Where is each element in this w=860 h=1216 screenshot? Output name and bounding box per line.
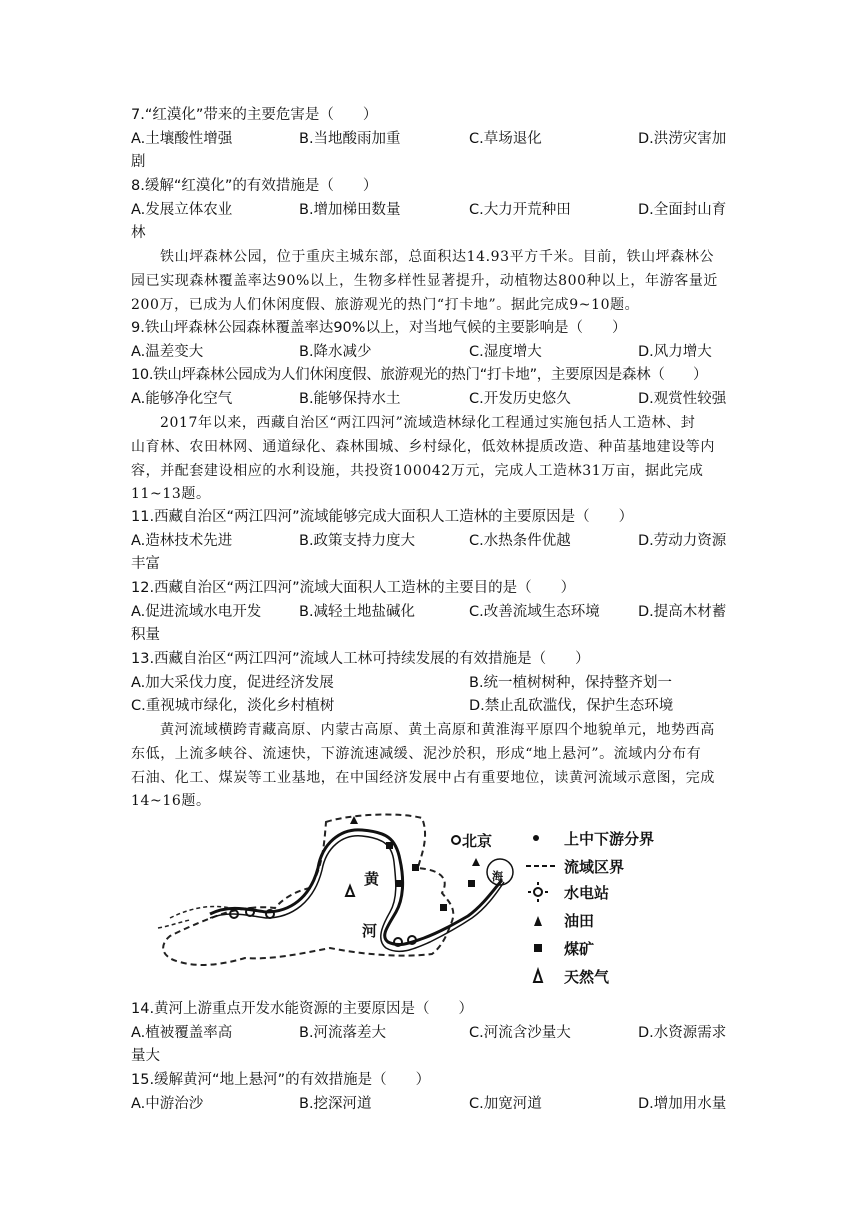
legend-label: 煤矿 [564, 940, 595, 958]
question-10-options [131, 390, 731, 410]
option-d: D.劳动力资源 [638, 533, 727, 549]
hydropower-icon [528, 882, 548, 902]
option-c: C.大力开荒种田 [469, 202, 571, 218]
option-a: A.植被覆盖率高 [131, 1025, 233, 1041]
legend-label: 上中下游分界 [564, 830, 655, 848]
option-b: B.政策支持力度大 [299, 533, 416, 549]
option-a: A.中游治沙 [131, 1096, 204, 1112]
question-15-options [131, 1095, 731, 1115]
coal-mine-icon [534, 944, 542, 952]
passage-3-line-3: 石油、化工、煤炭等工业基地，在中国经济发展中占有重要地位，读黄河流域示意图，完成 [131, 770, 715, 786]
question-8-stem: 8.缓解“红漠化”的有效措施是（ ） [131, 178, 378, 194]
option-d-continuation: 剧 [131, 154, 146, 170]
passage-2-line-2: 山育林、农田林网、通道绿化、森林围城、乡村绿化，低效林提质改造、种苗基地建设等内 [131, 439, 715, 455]
beijing-marker [452, 836, 460, 844]
option-d-continuation: 林 [131, 225, 146, 241]
passage-3-line-2: 东低，上流多峡谷、流速快，下游流速减缓、泥沙於积，形成“地上悬河”。流域内分布有 [131, 746, 702, 762]
option-b: B.能够保持水土 [299, 391, 401, 407]
option-d: D.观赏性较强 [638, 391, 727, 407]
option-d: D.提高木材蓄 [638, 604, 727, 620]
legend-label: 流域区界 [564, 858, 625, 876]
option-d: D.洪涝灾害加 [638, 131, 727, 147]
option-a: A.加大采伐力度，促进经济发展 [131, 675, 334, 691]
question-14-stem: 14.黄河上游重点开发水能资源的主要原因是（ ） [131, 1001, 474, 1017]
option-d: D.风力增大 [638, 344, 712, 360]
option-c: C.开发历史悠久 [469, 391, 571, 407]
option-d: D.增加用水量 [638, 1096, 727, 1112]
question-9-stem: 9.铁山坪森林公园森林覆盖率达90%以上，对当地气候的主要影响是（ ） [131, 320, 627, 336]
option-d: D.全面封山育 [638, 202, 727, 218]
option-a: A.土壤酸性增强 [131, 131, 233, 147]
legend-label: 油田 [564, 912, 595, 930]
question-7-stem: 7.“红漠化”带来的主要危害是（ ） [131, 107, 378, 123]
yellow-river-basin-map [150, 808, 720, 998]
question-12-stem: 12.西藏自治区“两江四河”流域大面积人工造林的主要目的是（ ） [131, 580, 576, 596]
question-11-options [131, 532, 731, 552]
option-a: A.促进流域水电开发 [131, 604, 262, 620]
question-13-options-row-2 [131, 697, 731, 717]
passage-1-line-3: 200万，已成为人们休闲度假、旅游观光的热门“打卡地”。据此完成9~10题。 [131, 297, 640, 313]
option-c: C.改善流域生态环境 [469, 604, 600, 620]
option-b: B.增加梯田数量 [299, 202, 401, 218]
legend-label: 天然气 [564, 968, 610, 986]
option-b: B.挖深河道 [299, 1096, 372, 1112]
option-d-continuation: 量大 [131, 1048, 160, 1064]
option-c: C.河流含沙量大 [469, 1025, 571, 1041]
option-d-continuation: 积量 [131, 627, 160, 643]
option-a: A.能够净化空气 [131, 391, 233, 407]
option-b: B.降水减少 [299, 344, 372, 360]
option-b: B.减轻土地盐碱化 [299, 604, 416, 620]
option-b: B.统一植树树种，保持整齐划一 [469, 675, 673, 691]
passage-3-line-1: 黄河流域横跨青藏高原、内蒙古高原、黄土高原和黄淮海平原四个地貌单元，地势西高 [160, 722, 715, 738]
option-c: C.重视城市绿化，淡化乡村植树 [131, 698, 335, 714]
passage-2-line-1: 2017年以来，西藏自治区“两江四河”流域造林绿化工程通过实施包括人工造林、封 [160, 415, 696, 431]
label-beijing: 北京 [462, 832, 493, 850]
oilfield-icon [534, 916, 542, 926]
option-d-continuation: 丰富 [131, 556, 160, 572]
question-13-stem: 13.西藏自治区“两江四河”流域人工林可持续发展的有效措施是（ ） [131, 651, 590, 667]
question-9-options [131, 343, 731, 363]
label-he: 河 [362, 922, 378, 940]
passage-1-line-1: 铁山坪森林公园，位于重庆主城东部，总面积达14.93平方千米。目前，铁山坪森林公 [160, 249, 715, 265]
dot-icon [533, 835, 539, 841]
question-13-options-row-1 [131, 674, 731, 694]
question-11-stem: 11.西藏自治区“两江四河”流域能够完成大面积人工造林的主要原因是（ ） [131, 509, 634, 525]
map-legend [526, 830, 654, 986]
option-c: C.加宽河道 [469, 1096, 542, 1112]
option-a: A.发展立体农业 [131, 202, 233, 218]
option-c: C.草场退化 [469, 131, 542, 147]
option-a: A.温差变大 [131, 344, 204, 360]
option-b: B.当地酸雨加重 [299, 131, 401, 147]
option-d: D.水资源需求 [638, 1025, 727, 1041]
label-huang: 黄 [364, 870, 380, 888]
option-a: A.造林技术先进 [131, 533, 233, 549]
legend-label: 水电站 [564, 884, 610, 902]
passage-3-line-4: 14~16题。 [131, 793, 211, 809]
question-12-options [131, 603, 731, 623]
passage-1-line-2: 园已实现森林覆盖率达90%以上，生物多样性显著提升，动植物达800种以上，年游客量近 [131, 273, 719, 289]
label-hai: 海 [492, 870, 503, 883]
option-c: C.水热条件优越 [469, 533, 571, 549]
option-d: D.禁止乱砍滥伐，保护生态环境 [469, 698, 674, 714]
natural-gas-icon [534, 970, 542, 982]
question-7-options [131, 130, 731, 150]
passage-2-line-3: 容，并配套建设相应的水利设施，共投资100042万元，完成人工造林31万亩，据此完成 [131, 463, 704, 479]
passage-2-line-4: 11~13题。 [131, 486, 211, 502]
question-14-options [131, 1024, 731, 1044]
option-c: C.湿度增大 [469, 344, 542, 360]
question-10-stem: 10.铁山坪森林公园成为人们休闲度假、旅游观光的热门“打卡地”，主要原因是森林（ ） [131, 367, 708, 383]
river-bank-line [210, 836, 504, 952]
question-15-stem: 15.缓解黄河“地上悬河”的有效措施是（ ） [131, 1072, 431, 1088]
question-8-options [131, 201, 731, 221]
option-b: B.河流落差大 [299, 1025, 387, 1041]
natural-gas-icon [346, 886, 354, 896]
